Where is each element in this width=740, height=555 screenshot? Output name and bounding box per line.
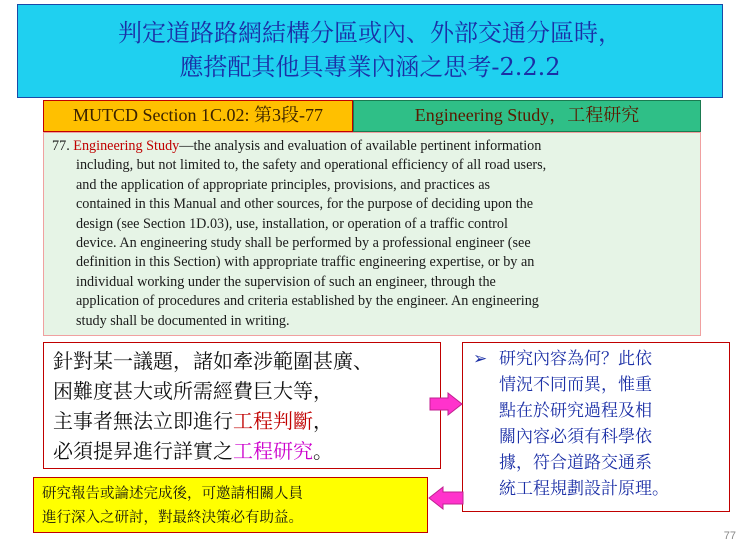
follow-up-note-box bbox=[33, 477, 428, 533]
issue-line-1: 針對某一議題，諸如牽涉範圍甚廣、 bbox=[53, 349, 373, 373]
research-line-3: 點在於研究過程及相 bbox=[499, 401, 652, 421]
bullet-arrow-icon: ➢ bbox=[473, 349, 488, 369]
definition-line: contained in this Manual and other sources, for the purpose of deciding upon the bbox=[76, 196, 534, 213]
engineering-judgment-highlight: 工程判斷 bbox=[233, 409, 313, 433]
issue-line-4 bbox=[53, 436, 440, 466]
definition-line: including, but not limited to, the safety and operational efficiency of all road users, bbox=[76, 157, 547, 174]
research-line-4: 關內容必須有科學依 bbox=[499, 427, 652, 447]
issue-line-3-text: 主事者無法立即進行 bbox=[53, 409, 233, 433]
arrow-right-icon bbox=[429, 392, 463, 416]
definition-number: 77. bbox=[52, 138, 70, 154]
research-content-box bbox=[462, 342, 730, 512]
definition-line: and the application of appropriate principles, provisions, and practices as bbox=[76, 176, 491, 193]
definition-box bbox=[43, 132, 701, 336]
arrow-left-icon bbox=[428, 486, 464, 510]
issue-line-4-end: 。 bbox=[313, 439, 333, 463]
issue-line-2: 困難度甚大或所需經費巨大等， bbox=[53, 379, 333, 403]
definition-line: device. An engineering study shall be performed by a professional engineer (see bbox=[76, 235, 531, 252]
title-line-1: 判定道路路網結構分區或內、外部交通分區時， bbox=[118, 19, 622, 47]
issue-note-box bbox=[43, 342, 441, 469]
research-line-text: 研究內容為何？此依 bbox=[499, 349, 652, 369]
definition-text bbox=[52, 137, 652, 331]
research-line-6: 統工程規劃設計原理。 bbox=[499, 479, 669, 499]
research-line-1 bbox=[473, 346, 729, 372]
research-line-2: 情況不同而異，惟重 bbox=[499, 375, 652, 395]
title-line-2: 應搭配其他具專業內涵之思考-2.2.2 bbox=[179, 53, 561, 81]
study-label: Engineering Study，工程研究 bbox=[353, 100, 701, 132]
engineering-study-highlight: 工程研究 bbox=[233, 439, 313, 463]
issue-line-4-text: 必須提昇進行詳實之 bbox=[53, 439, 233, 463]
definition-line: definition in this Section) with appropriate traffic engineering expertise, or by an bbox=[76, 254, 535, 271]
research-line-5: 據，符合道路交通系 bbox=[499, 453, 652, 473]
section-label: MUTCD Section 1C.02: 第3段-77 bbox=[43, 100, 353, 132]
issue-line-3-end: ， bbox=[313, 409, 333, 433]
definition-line: study shall be documented in writing. bbox=[76, 312, 290, 329]
definition-term: Engineering Study bbox=[73, 138, 180, 154]
follow-up-line-1: 研究報告或論述完成後，可邀請相關人員 bbox=[42, 486, 303, 502]
issue-line-3 bbox=[53, 406, 440, 436]
definition-line-text: —the analysis and evaluation of available pertinent information bbox=[179, 138, 542, 154]
slide-title-box bbox=[17, 4, 723, 98]
follow-up-line-2: 進行深入之研討，對最終決策必有助益。 bbox=[42, 510, 303, 526]
definition-line: application of procedures and criteria established by the engineer. An engineering bbox=[76, 293, 539, 310]
definition-line bbox=[52, 137, 652, 156]
definition-line: design (see Section 1D.03), use, installation, or operation of a traffic control bbox=[76, 215, 508, 232]
definition-line: individual working under the supervision of such an engineer, through the bbox=[76, 273, 496, 290]
page-number: 77 bbox=[723, 530, 736, 542]
